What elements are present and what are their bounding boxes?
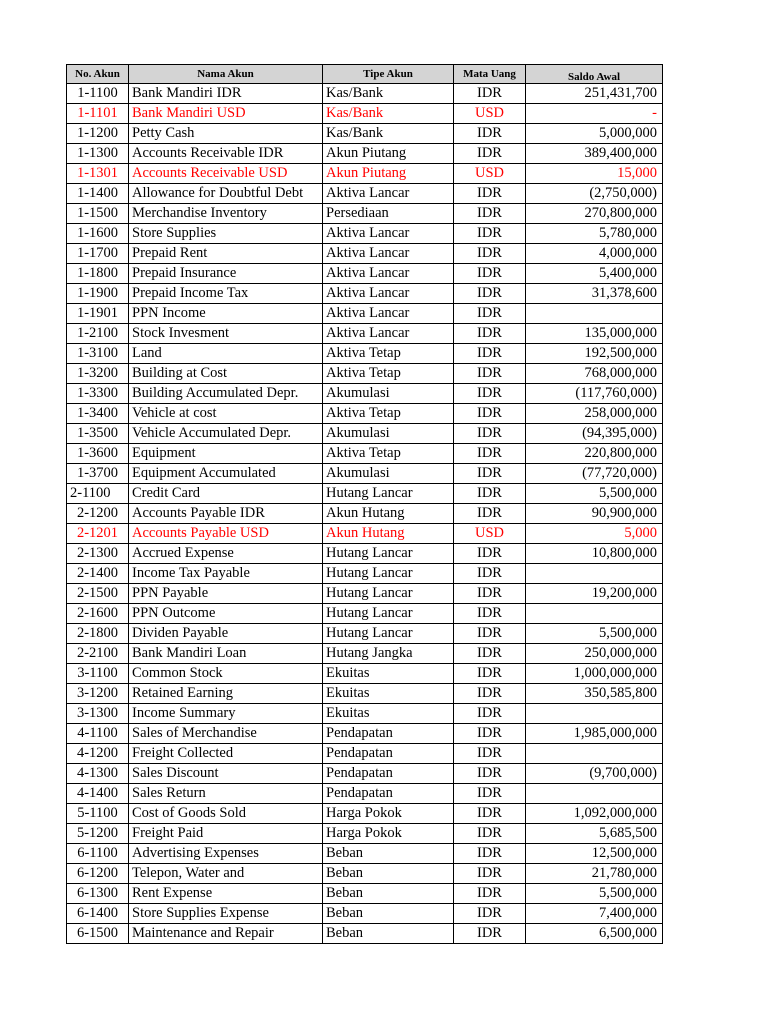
opening-balance-cell: 5,500,000 <box>526 484 663 504</box>
account-number-cell: 2-1300 <box>67 544 129 564</box>
currency-cell: IDR <box>454 544 526 564</box>
account-number-cell: 2-1500 <box>67 584 129 604</box>
account-name-cell: Common Stock <box>129 664 323 684</box>
table-row <box>67 184 663 204</box>
opening-balance-cell <box>526 604 663 624</box>
currency-cell: IDR <box>454 804 526 824</box>
opening-balance-cell: 270,800,000 <box>526 204 663 224</box>
currency-cell: IDR <box>454 884 526 904</box>
currency-cell: USD <box>454 164 526 184</box>
table-row <box>67 744 663 764</box>
account-type-cell: Aktiva Tetap <box>323 444 454 464</box>
account-number-cell: 4-1200 <box>67 744 129 764</box>
account-name-cell: Freight Paid <box>129 824 323 844</box>
opening-balance-cell: 135,000,000 <box>526 324 663 344</box>
account-name-cell: PPN Payable <box>129 584 323 604</box>
table-row <box>67 644 663 664</box>
account-number-cell: 5-1200 <box>67 824 129 844</box>
account-name-cell: Building at Cost <box>129 364 323 384</box>
account-name-cell: Accounts Payable IDR <box>129 504 323 524</box>
account-type-cell: Akumulasi <box>323 424 454 444</box>
currency-cell: IDR <box>454 604 526 624</box>
account-name-cell: Equipment <box>129 444 323 464</box>
currency-cell: IDR <box>454 664 526 684</box>
account-name-cell: Store Supplies Expense <box>129 904 323 924</box>
account-number-cell: 1-1500 <box>67 204 129 224</box>
account-name-cell: Income Summary <box>129 704 323 724</box>
account-type-cell: Beban <box>323 924 454 944</box>
currency-cell: IDR <box>454 224 526 244</box>
currency-cell: IDR <box>454 84 526 104</box>
header-no-akun: No. Akun <box>67 65 129 84</box>
opening-balance-cell: 1,000,000,000 <box>526 664 663 684</box>
opening-balance-cell: 1,985,000,000 <box>526 724 663 744</box>
account-number-cell: 6-1200 <box>67 864 129 884</box>
opening-balance-cell: (2,750,000) <box>526 184 663 204</box>
currency-cell: IDR <box>454 144 526 164</box>
account-type-cell: Kas/Bank <box>323 124 454 144</box>
currency-cell: IDR <box>454 344 526 364</box>
account-name-cell: Retained Earning <box>129 684 323 704</box>
account-number-cell: 1-1101 <box>67 104 129 124</box>
opening-balance-cell: 5,500,000 <box>526 624 663 644</box>
header-tipe-akun: Tipe Akun <box>323 65 454 84</box>
currency-cell: IDR <box>454 364 526 384</box>
currency-cell: IDR <box>454 324 526 344</box>
account-name-cell: PPN Income <box>129 304 323 324</box>
account-type-cell: Persediaan <box>323 204 454 224</box>
account-number-cell: 1-1900 <box>67 284 129 304</box>
opening-balance-cell: 21,780,000 <box>526 864 663 884</box>
table-row <box>67 684 663 704</box>
currency-cell: USD <box>454 524 526 544</box>
account-name-cell: Bank Mandiri Loan <box>129 644 323 664</box>
currency-cell: IDR <box>454 724 526 744</box>
opening-balance-cell <box>526 744 663 764</box>
opening-balance-cell: 1,092,000,000 <box>526 804 663 824</box>
account-number-cell: 1-1301 <box>67 164 129 184</box>
currency-cell: IDR <box>454 444 526 464</box>
table-row <box>67 604 663 624</box>
table-row <box>67 724 663 744</box>
account-number-cell: 1-3200 <box>67 364 129 384</box>
account-number-cell: 3-1300 <box>67 704 129 724</box>
opening-balance-cell: - <box>526 104 663 124</box>
table-row <box>67 224 663 244</box>
account-name-cell: Prepaid Rent <box>129 244 323 264</box>
account-number-cell: 4-1400 <box>67 784 129 804</box>
opening-balance-cell <box>526 784 663 804</box>
table-row <box>67 104 663 124</box>
account-name-cell: Sales Return <box>129 784 323 804</box>
currency-cell: IDR <box>454 844 526 864</box>
opening-balance-cell <box>526 304 663 324</box>
table-row <box>67 884 663 904</box>
account-name-cell: Bank Mandiri USD <box>129 104 323 124</box>
account-type-cell: Beban <box>323 884 454 904</box>
account-type-cell: Aktiva Lancar <box>323 224 454 244</box>
account-type-cell: Aktiva Lancar <box>323 284 454 304</box>
opening-balance-cell: 4,000,000 <box>526 244 663 264</box>
opening-balance-cell: 15,000 <box>526 164 663 184</box>
account-type-cell: Hutang Lancar <box>323 544 454 564</box>
table-row <box>67 244 663 264</box>
chart-of-accounts-table <box>66 64 663 944</box>
opening-balance-cell: 5,400,000 <box>526 264 663 284</box>
currency-cell: IDR <box>454 244 526 264</box>
currency-cell: IDR <box>454 764 526 784</box>
account-name-cell: Stock Invesment <box>129 324 323 344</box>
opening-balance-cell: 5,685,500 <box>526 824 663 844</box>
opening-balance-cell: 90,900,000 <box>526 504 663 524</box>
table-row <box>67 264 663 284</box>
currency-cell: IDR <box>454 424 526 444</box>
account-rows <box>67 84 663 944</box>
table-row <box>67 804 663 824</box>
currency-cell: IDR <box>454 264 526 284</box>
table-row <box>67 584 663 604</box>
opening-balance-cell: 12,500,000 <box>526 844 663 864</box>
currency-cell: IDR <box>454 124 526 144</box>
account-name-cell: Accounts Payable USD <box>129 524 323 544</box>
account-name-cell: Prepaid Insurance <box>129 264 323 284</box>
currency-cell: IDR <box>454 504 526 524</box>
opening-balance-cell: 192,500,000 <box>526 344 663 364</box>
account-type-cell: Ekuitas <box>323 664 454 684</box>
account-number-cell: 1-1400 <box>67 184 129 204</box>
account-name-cell: Store Supplies <box>129 224 323 244</box>
account-type-cell: Hutang Lancar <box>323 484 454 504</box>
currency-cell: IDR <box>454 864 526 884</box>
account-name-cell: Maintenance and Repair <box>129 924 323 944</box>
table-row <box>67 544 663 564</box>
table-row <box>67 864 663 884</box>
table-row <box>67 424 663 444</box>
table-row <box>67 164 663 184</box>
account-type-cell: Hutang Lancar <box>323 564 454 584</box>
account-name-cell: Vehicle Accumulated Depr. <box>129 424 323 444</box>
account-number-cell: 1-3400 <box>67 404 129 424</box>
table-row <box>67 404 663 424</box>
opening-balance-cell: (77,720,000) <box>526 464 663 484</box>
currency-cell: IDR <box>454 564 526 584</box>
opening-balance-cell: 250,000,000 <box>526 644 663 664</box>
opening-balance-cell: 7,400,000 <box>526 904 663 924</box>
account-type-cell: Hutang Lancar <box>323 604 454 624</box>
account-type-cell: Beban <box>323 904 454 924</box>
opening-balance-cell: 10,800,000 <box>526 544 663 564</box>
table-row <box>67 664 663 684</box>
currency-cell: USD <box>454 104 526 124</box>
account-name-cell: Credit Card <box>129 484 323 504</box>
table-row <box>67 384 663 404</box>
header-mata-uang: Mata Uang <box>454 65 526 84</box>
currency-cell: IDR <box>454 704 526 724</box>
account-type-cell: Hutang Jangka <box>323 644 454 664</box>
account-name-cell: Freight Collected <box>129 744 323 764</box>
account-name-cell: Income Tax Payable <box>129 564 323 584</box>
table-row <box>67 624 663 644</box>
opening-balance-cell: (117,760,000) <box>526 384 663 404</box>
account-number-cell: 1-3300 <box>67 384 129 404</box>
account-type-cell: Aktiva Lancar <box>323 264 454 284</box>
account-name-cell: Equipment Accumulated <box>129 464 323 484</box>
account-number-cell: 1-3700 <box>67 464 129 484</box>
account-name-cell: Telepon, Water and <box>129 864 323 884</box>
account-type-cell: Akun Piutang <box>323 144 454 164</box>
opening-balance-cell: 768,000,000 <box>526 364 663 384</box>
table-row <box>67 84 663 104</box>
currency-cell: IDR <box>454 384 526 404</box>
account-type-cell: Akumulasi <box>323 464 454 484</box>
account-number-cell: 1-1200 <box>67 124 129 144</box>
table-row <box>67 524 663 544</box>
header-row <box>67 65 663 84</box>
table-row <box>67 924 663 944</box>
account-type-cell: Aktiva Tetap <box>323 404 454 424</box>
table-row <box>67 764 663 784</box>
opening-balance-cell: 5,500,000 <box>526 884 663 904</box>
account-name-cell: Accounts Receivable USD <box>129 164 323 184</box>
account-name-cell: PPN Outcome <box>129 604 323 624</box>
account-name-cell: Advertising Expenses <box>129 844 323 864</box>
table-row <box>67 904 663 924</box>
account-name-cell: Cost of Goods Sold <box>129 804 323 824</box>
opening-balance-cell: 220,800,000 <box>526 444 663 464</box>
currency-cell: IDR <box>454 684 526 704</box>
account-number-cell: 3-1200 <box>67 684 129 704</box>
account-number-cell: 1-1700 <box>67 244 129 264</box>
opening-balance-cell: 251,431,700 <box>526 84 663 104</box>
account-name-cell: Petty Cash <box>129 124 323 144</box>
opening-balance-cell: 19,200,000 <box>526 584 663 604</box>
opening-balance-cell <box>526 704 663 724</box>
account-type-cell: Harga Pokok <box>323 804 454 824</box>
account-number-cell: 1-2100 <box>67 324 129 344</box>
account-number-cell: 2-1201 <box>67 524 129 544</box>
table-row <box>67 844 663 864</box>
account-number-cell: 2-1100 <box>67 484 129 504</box>
account-type-cell: Akumulasi <box>323 384 454 404</box>
opening-balance-cell: 258,000,000 <box>526 404 663 424</box>
table-row <box>67 464 663 484</box>
table-row <box>67 564 663 584</box>
currency-cell: IDR <box>454 924 526 944</box>
account-name-cell: Land <box>129 344 323 364</box>
table-row <box>67 324 663 344</box>
account-number-cell: 2-1600 <box>67 604 129 624</box>
account-number-cell: 1-1100 <box>67 84 129 104</box>
account-number-cell: 6-1100 <box>67 844 129 864</box>
account-name-cell: Bank Mandiri IDR <box>129 84 323 104</box>
account-type-cell: Beban <box>323 864 454 884</box>
opening-balance-cell: 6,500,000 <box>526 924 663 944</box>
account-number-cell: 1-1300 <box>67 144 129 164</box>
table-row <box>67 444 663 464</box>
account-type-cell: Aktiva Lancar <box>323 324 454 344</box>
table-row <box>67 784 663 804</box>
opening-balance-cell <box>526 564 663 584</box>
currency-cell: IDR <box>454 484 526 504</box>
account-number-cell: 1-3600 <box>67 444 129 464</box>
table-row <box>67 304 663 324</box>
table-row <box>67 504 663 524</box>
account-number-cell: 6-1500 <box>67 924 129 944</box>
currency-cell: IDR <box>454 304 526 324</box>
account-name-cell: Merchandise Inventory <box>129 204 323 224</box>
account-type-cell: Aktiva Tetap <box>323 364 454 384</box>
account-name-cell: Vehicle at cost <box>129 404 323 424</box>
account-type-cell: Ekuitas <box>323 684 454 704</box>
opening-balance-cell: 5,000,000 <box>526 124 663 144</box>
table-row <box>67 124 663 144</box>
account-number-cell: 1-3500 <box>67 424 129 444</box>
currency-cell: IDR <box>454 624 526 644</box>
account-type-cell: Hutang Lancar <box>323 584 454 604</box>
opening-balance-cell: (94,395,000) <box>526 424 663 444</box>
currency-cell: IDR <box>454 284 526 304</box>
account-number-cell: 4-1300 <box>67 764 129 784</box>
table-row <box>67 144 663 164</box>
currency-cell: IDR <box>454 184 526 204</box>
opening-balance-cell: 350,585,800 <box>526 684 663 704</box>
account-type-cell: Pendapatan <box>323 744 454 764</box>
account-number-cell: 1-1600 <box>67 224 129 244</box>
table-row <box>67 484 663 504</box>
opening-balance-cell: 31,378,600 <box>526 284 663 304</box>
currency-cell: IDR <box>454 584 526 604</box>
account-type-cell: Pendapatan <box>323 724 454 744</box>
account-number-cell: 1-1901 <box>67 304 129 324</box>
table-row <box>67 284 663 304</box>
account-number-cell: 1-1800 <box>67 264 129 284</box>
account-type-cell: Beban <box>323 844 454 864</box>
account-type-cell: Hutang Lancar <box>323 624 454 644</box>
opening-balance-cell: 5,000 <box>526 524 663 544</box>
currency-cell: IDR <box>454 784 526 804</box>
account-name-cell: Prepaid Income Tax <box>129 284 323 304</box>
account-name-cell: Accrued Expense <box>129 544 323 564</box>
account-name-cell: Accounts Receivable IDR <box>129 144 323 164</box>
account-type-cell: Aktiva Lancar <box>323 244 454 264</box>
table-row <box>67 704 663 724</box>
header-saldo-awal: Saldo Awal <box>526 65 663 84</box>
account-type-cell: Akun Hutang <box>323 524 454 544</box>
account-name-cell: Sales Discount <box>129 764 323 784</box>
table-row <box>67 344 663 364</box>
account-type-cell: Pendapatan <box>323 784 454 804</box>
account-type-cell: Kas/Bank <box>323 84 454 104</box>
opening-balance-cell: 389,400,000 <box>526 144 663 164</box>
account-type-cell: Akun Piutang <box>323 164 454 184</box>
account-type-cell: Harga Pokok <box>323 824 454 844</box>
account-type-cell: Pendapatan <box>323 764 454 784</box>
account-name-cell: Dividen Payable <box>129 624 323 644</box>
currency-cell: IDR <box>454 904 526 924</box>
account-type-cell: Aktiva Lancar <box>323 184 454 204</box>
table-row <box>67 824 663 844</box>
currency-cell: IDR <box>454 644 526 664</box>
account-name-cell: Allowance for Doubtful Debt <box>129 184 323 204</box>
account-number-cell: 6-1400 <box>67 904 129 924</box>
account-name-cell: Rent Expense <box>129 884 323 904</box>
currency-cell: IDR <box>454 204 526 224</box>
account-number-cell: 2-2100 <box>67 644 129 664</box>
account-number-cell: 5-1100 <box>67 804 129 824</box>
account-name-cell: Sales of Merchandise <box>129 724 323 744</box>
header-nama-akun: Nama Akun <box>129 65 323 84</box>
account-number-cell: 2-1400 <box>67 564 129 584</box>
account-number-cell: 1-3100 <box>67 344 129 364</box>
account-type-cell: Ekuitas <box>323 704 454 724</box>
account-type-cell: Kas/Bank <box>323 104 454 124</box>
account-number-cell: 3-1100 <box>67 664 129 684</box>
account-number-cell: 6-1300 <box>67 884 129 904</box>
currency-cell: IDR <box>454 824 526 844</box>
table-row <box>67 204 663 224</box>
currency-cell: IDR <box>454 744 526 764</box>
currency-cell: IDR <box>454 404 526 424</box>
account-number-cell: 2-1200 <box>67 504 129 524</box>
account-type-cell: Aktiva Tetap <box>323 344 454 364</box>
account-name-cell: Building Accumulated Depr. <box>129 384 323 404</box>
account-type-cell: Aktiva Lancar <box>323 304 454 324</box>
currency-cell: IDR <box>454 464 526 484</box>
account-number-cell: 4-1100 <box>67 724 129 744</box>
account-number-cell: 2-1800 <box>67 624 129 644</box>
opening-balance-cell: (9,700,000) <box>526 764 663 784</box>
table-row <box>67 364 663 384</box>
opening-balance-cell: 5,780,000 <box>526 224 663 244</box>
account-type-cell: Akun Hutang <box>323 504 454 524</box>
